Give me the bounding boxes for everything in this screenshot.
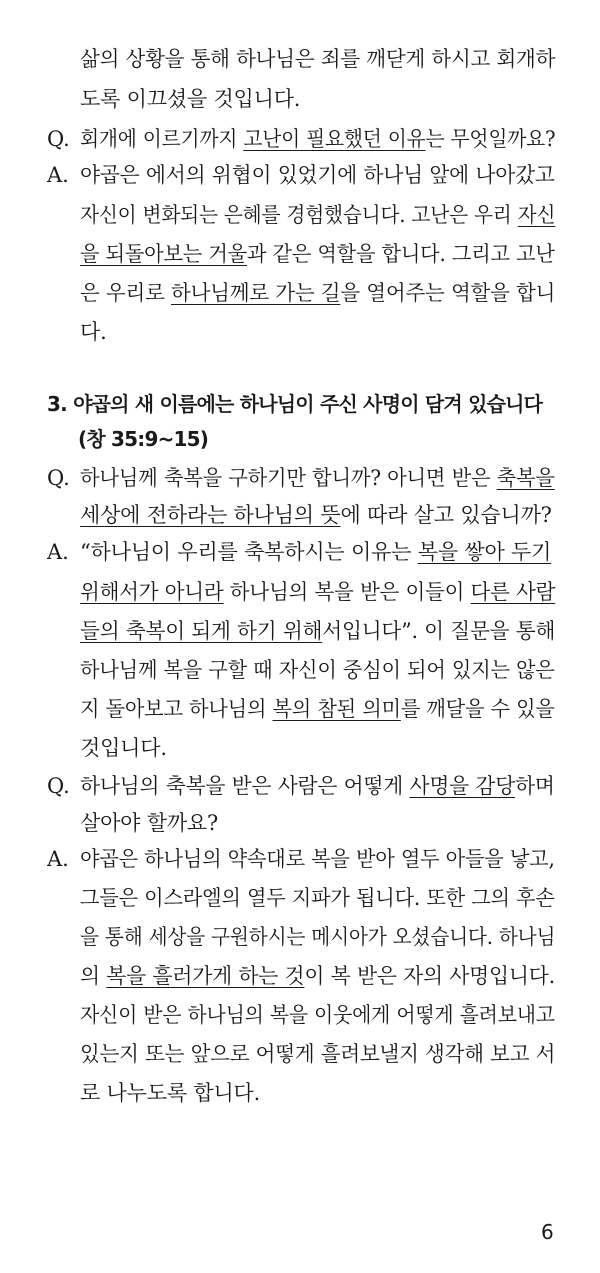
a2-l5-text: 지 돌아보고 하나님의 [80,697,273,721]
section-heading-ref: (창 35:9~15) [78,427,209,451]
q2-l1-underline: 축복을 [496,466,555,490]
answer-marker: A. [47,847,69,871]
a3-line-3: 을 통해 세상을 구원하시는 메시아가 오셨습니다. 하나님 [80,925,556,949]
q2-l1-text: 하나님께 축복을 구하기만 합니까? 아니면 받은 [80,466,497,490]
a1-l4-underline: 하나님께로 가는 길 [171,281,341,305]
a2-line-5 [80,697,555,721]
a2-l3-underline: 들의 축복이 되게 하기 위해 [80,619,323,643]
a2-line-6: 것입니다. [80,736,167,760]
a2-l2-underline-2: 다른 사람 [470,580,556,604]
a2-l1-text: “하나님이 우리를 축복하시는 이유는 [80,540,418,564]
a1-l3-underline: 을 되돌아보는 거울 [80,242,247,266]
q1-line-1 [80,127,555,151]
a1-l2-underline: 자신 [517,203,556,227]
question-marker: Q. [47,466,70,490]
answer-marker: A. [47,540,69,564]
a3-line-7: 로 나누도록 합니다. [80,1081,261,1105]
a3-l4-underline: 복을 흘러가게 하는 것 [106,964,305,988]
a1-line-2 [80,203,555,227]
a1-l4-text: 은 우리로 [80,281,172,305]
a2-line-2 [80,580,555,604]
intro-line-1: 삶의 상황을 통해 하나님은 죄를 깨닫게 하시고 회개하 [80,47,556,71]
q1-text: 회개에 이르기까지 [80,127,244,151]
a2-l5-text-end: 를 깨달을 수 있을 [400,697,555,721]
a1-l4-text-end: 을 열어주는 역할을 합니 [340,281,556,305]
a1-line-4 [80,281,555,305]
section-heading: 3. 야곱의 새 이름에는 하나님이 주신 사명이 담겨 있습니다 [47,392,543,416]
a3-line-4 [80,964,555,988]
q2-l2-underline: 세상에 전하라는 하나님의 뜻 [80,503,341,527]
a3-line-1: 야곱은 하나님의 약속대로 복을 받아 열두 아들을 낳고, [80,847,555,871]
a3-line-5: 자신이 받은 하나님의 복을 이웃에게 어떻게 흘려보내고 [80,1003,555,1027]
a1-line-3 [80,242,555,266]
a3-line-6: 있는지 또는 앞으로 어떻게 흘려보낼지 생각해 보고 서 [80,1042,556,1066]
page-number: 6 [541,1220,554,1244]
answer-marker: A. [47,163,69,187]
a1-line-1: 야곱은 에서의 위협이 있었기에 하나님 앞에 나아갔고 [80,163,555,187]
a2-l2-underline: 위해서가 아니라 [80,580,224,604]
intro-line-2: 도록 이끄셨을 것입니다. [80,87,301,111]
a3-l4-text: 의 [80,964,107,988]
a2-l2-text: 하나님의 복을 받은 이들이 [223,580,471,604]
q1-text-end: 는 무엇일까요? [425,127,556,151]
a2-line-3 [80,619,555,643]
q3-line-2: 살아야 할까요? [80,811,219,835]
a1-l2-text: 자신이 변화되는 은혜를 경험했습니다. 고난은 우리 [80,203,518,227]
q1-underline: 고난이 필요했던 이유 [243,127,426,151]
question-marker: Q. [47,127,70,151]
question-marker: Q. [47,774,70,798]
q3-l1-text-end: 하며 [515,774,555,798]
a3-line-2: 그들은 이스라엘의 열두 지파가 됩니다. 또한 그의 후손 [80,886,555,910]
a2-line-4: 하나님께 복을 구할 때 자신이 중심이 되어 있지는 않은 [80,658,555,682]
a2-line-1 [80,540,551,564]
a2-l1-underline: 복을 쌓아 두기 [417,540,552,564]
q2-line-2 [80,503,552,527]
a2-l3-text: 서입니다”. 이 질문을 통해 [322,619,556,643]
a2-l5-underline: 복의 참된 의미 [272,697,401,721]
q3-l1-text: 하나님의 축복을 받은 사람은 어떻게 [80,774,410,798]
a3-l4-text-end: 이 복 받은 자의 사명입니다. [304,964,556,988]
a1-l3-text: 과 같은 역할을 합니다. 그리고 고난 [246,242,555,266]
q2-l2-text: 에 따라 살고 있습니까? [340,503,552,527]
q3-line-1 [80,774,555,798]
q2-line-1 [80,466,555,490]
q3-l1-underline: 사명을 감당 [409,774,516,798]
a1-line-5: 다. [80,320,107,344]
